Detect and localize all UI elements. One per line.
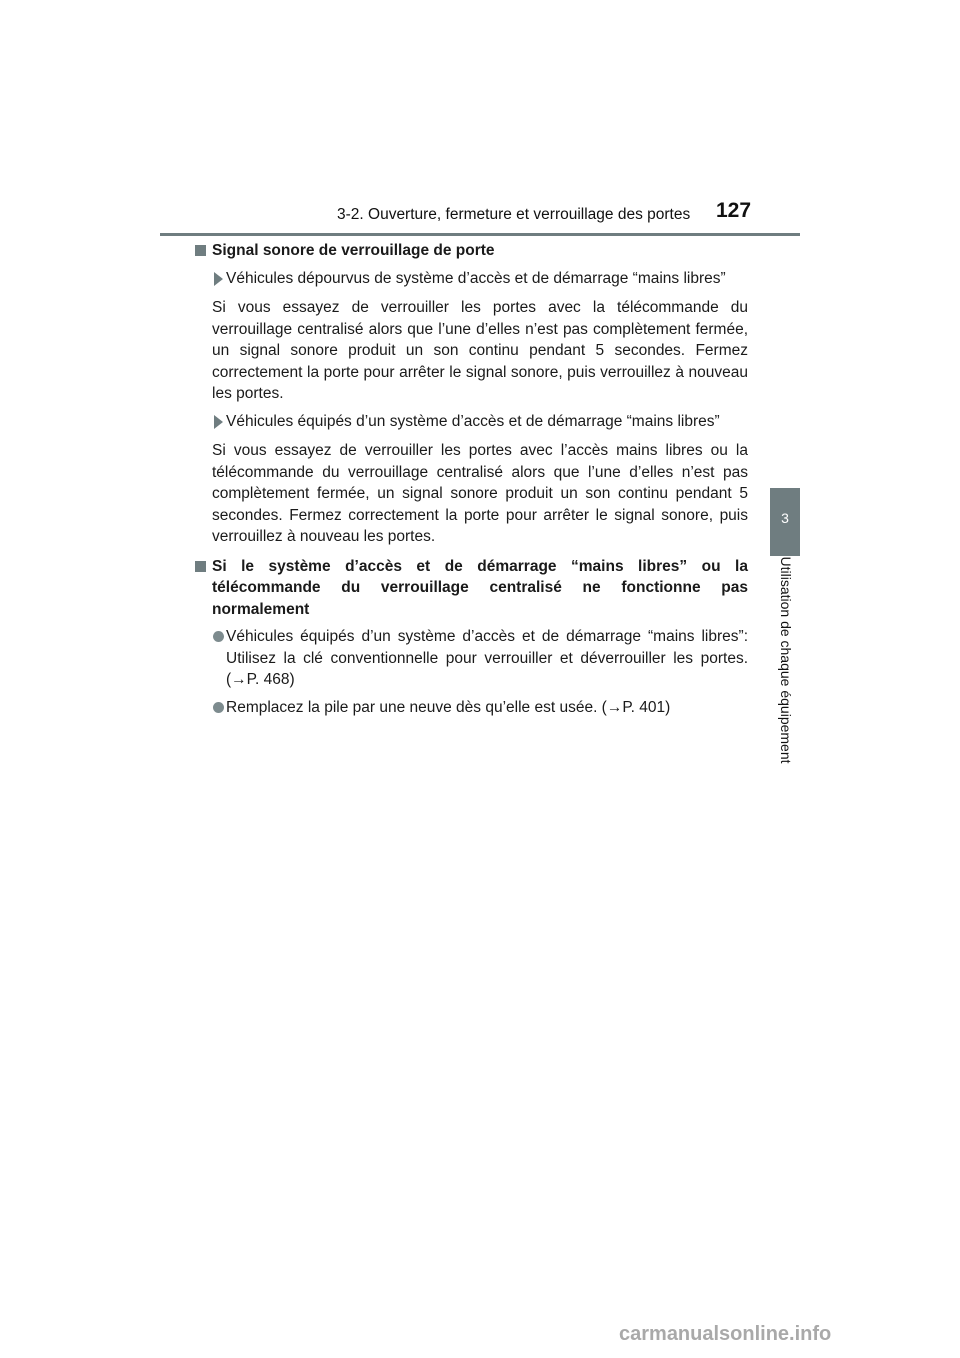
chapter-label: Utilisation de chaque équipement <box>778 556 794 764</box>
triangle-arrow-icon <box>214 272 223 286</box>
triangle-arrow-icon <box>214 415 223 429</box>
square-bullet-icon <box>195 561 206 572</box>
paragraph: Si vous essayez de verrouiller les portes avec l’accès mains libres ou la télécommande du verrouillage centralisé alors que l’une d’elles n’est pas complètement fermée, un signal sonore produit un son continu pendant 5 secondes. Fermez correctement la porte pour arrêter le signal sonore, puis verrouillez à nouveau les portes. <box>212 442 748 545</box>
page-content <box>212 240 748 726</box>
list-item <box>212 626 748 691</box>
round-bullet-icon <box>213 702 224 713</box>
round-bullet-icon <box>213 631 224 642</box>
subheading-label: Véhicules équipés d’un système d’accès et de démarrage “mains libres” <box>226 412 720 430</box>
subheading-label: Véhicules dépourvus de système d’accès et de démarrage “mains libres” <box>226 269 726 287</box>
watermark: carmanualsonline.info <box>619 1323 832 1345</box>
page-number: 127 <box>716 199 752 222</box>
list-item-text: Véhicules équipés d’un système d’accès et de démarrage “mains libres”: Utilisez la clé conventionnelle pour verrouiller et déverrouiller les portes. (→P. 468) <box>226 628 748 688</box>
running-header-title: 3-2. Ouverture, fermeture et verrouillage des portes <box>337 206 691 223</box>
list-item-text: Remplacez la pile par une neuve dès qu’elle est usée. (→P. 401) <box>226 698 671 716</box>
header-rule <box>160 233 800 236</box>
section-smart-entry-malfunction <box>212 556 748 719</box>
square-bullet-icon <box>195 245 206 256</box>
chapter-tab <box>770 488 800 556</box>
subheading-without-smart-entry <box>212 268 748 290</box>
section-title: Si le système d’accès et de démarrage “mains libres” ou la télécommande du verrouillage centralisé ne fonctionne pas normalement <box>212 557 748 618</box>
section-door-lock-buzzer <box>212 240 748 548</box>
chapter-number: 3 <box>781 510 789 526</box>
paragraph: Si vous essayez de verrouiller les portes avec la télécommande du verrouillage centralisé alors que l’une d’elles n’est pas complètement fermée, un signal sonore produit un son continu pendant 5 secondes. Fermez correctement la porte pour arrêter le signal sonore, puis verrouillez à nouveau les portes. <box>212 299 748 402</box>
section-title: Signal sonore de verrouillage de porte <box>212 242 495 259</box>
list-item <box>212 697 748 719</box>
subheading-with-smart-entry <box>212 411 748 433</box>
